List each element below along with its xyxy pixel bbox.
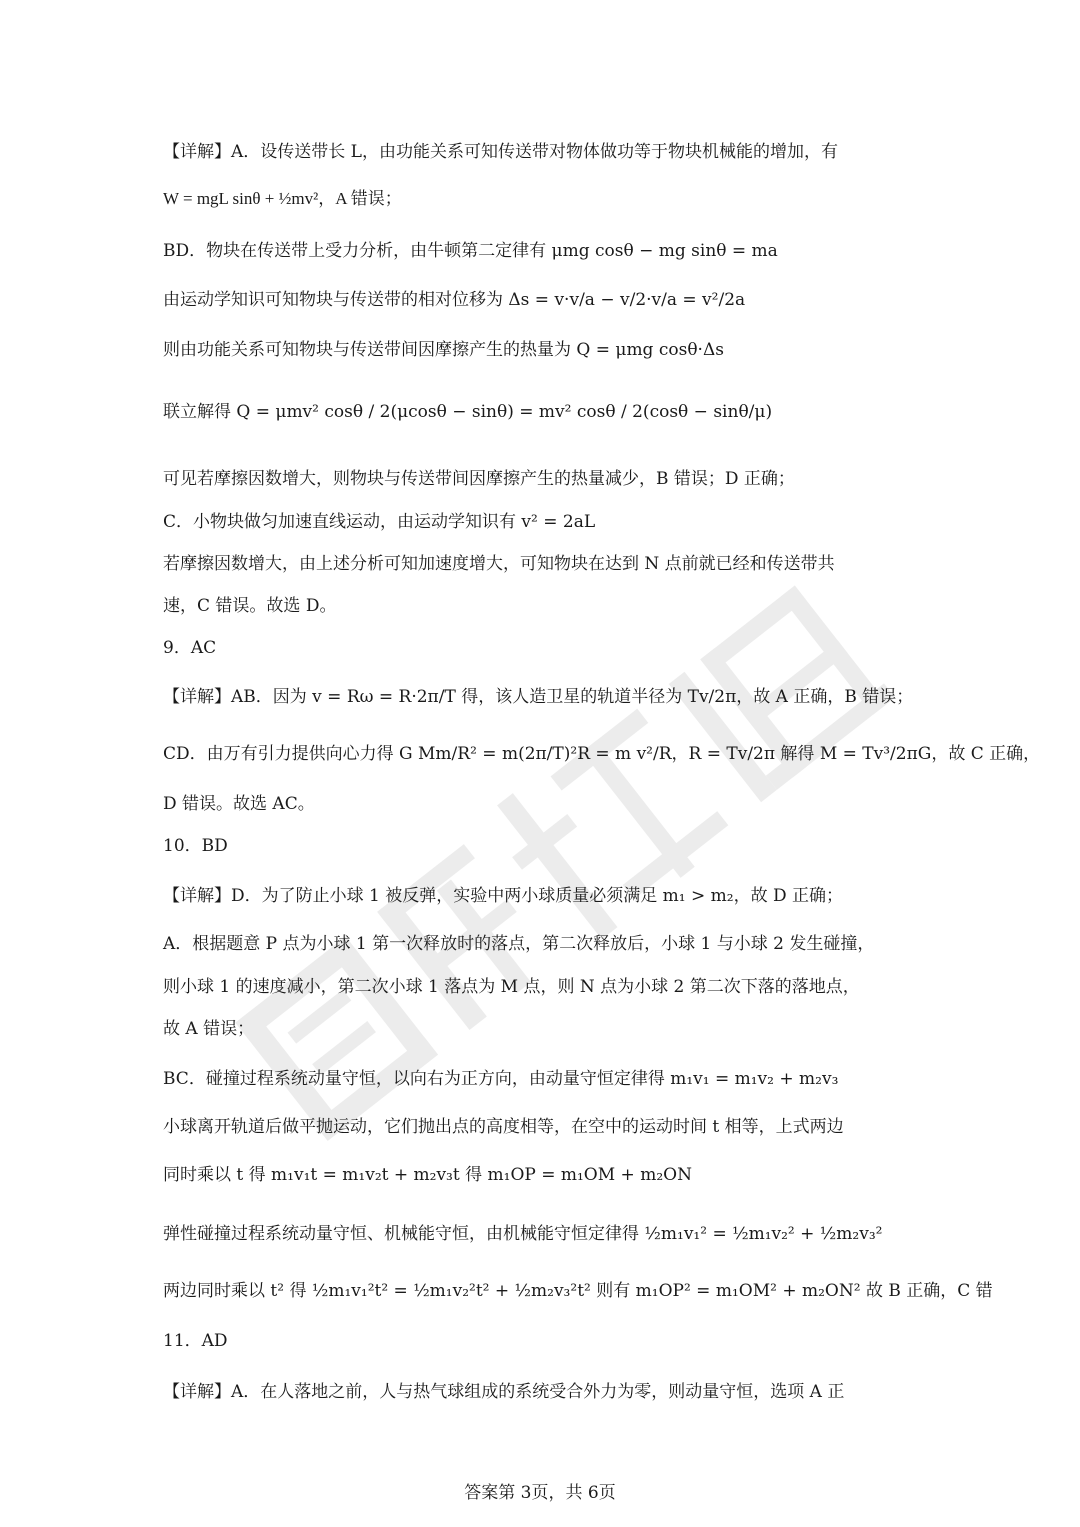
text-line: 速，C 错误。故选 D。 bbox=[163, 596, 337, 616]
text-line: 弹性碰撞过程系统动量守恒、机械能守恒，由机械能守恒定律得 ½m₁v₁² = ½m₁v₂² + ½m₂v₃² bbox=[163, 1224, 883, 1244]
text-line: 小球离开轨道后做平抛运动，它们抛出点的高度相等，在空中的运动时间 t 相等，上式两边 bbox=[163, 1117, 844, 1137]
text-line: 【详解】A．在人落地之前，人与热气球组成的系统受合外力为零，则动量守恒，选项 A 正 bbox=[163, 1382, 845, 1402]
text-line: 联立解得 Q = μmv² cosθ / 2(μcosθ − sinθ) = mv² cosθ / 2(cosθ − sinθ/μ) bbox=[163, 402, 773, 422]
question-number: 10．BD bbox=[163, 836, 228, 856]
text-line: 【详解】D．为了防止小球 1 被反弹，实验中两小球质量必须满足 m₁ > m₂，故 D 正确； bbox=[163, 886, 844, 906]
text-line: 【详解】AB．因为 v = Rω = R·2π/T 得，该人造卫星的轨道半径为 Tv/2π，故 A 正确，B 错误； bbox=[163, 687, 914, 707]
text-line: 【详解】A．设传送带长 L，由功能关系可知传送带对物体做功等于物块机械能的增加，有 bbox=[163, 142, 838, 162]
text-line: 可见若摩擦因数增大，则物块与传送带间因摩擦产生的热量减少，B 错误；D 正确； bbox=[163, 469, 795, 489]
text-line: 由运动学知识可知物块与传送带的相对位移为 Δs = v·v/a − v/2·v/a = v²/2a bbox=[163, 290, 746, 310]
page-footer: 答案第 3页，共 6页 bbox=[464, 1483, 616, 1503]
text-line: 两边同时乘以 t² 得 ½m₁v₁²t² = ½m₁v₂²t² + ½m₂v₃²t² 则有 m₁OP² = m₁OM² + m₂ON² 故 B 正确，C 错 bbox=[163, 1281, 993, 1301]
text-line: 故 A 错误； bbox=[163, 1019, 255, 1039]
text-line: 则由功能关系可知物块与传送带间因摩擦产生的热量为 Q = μmg cosθ·Δs bbox=[163, 340, 724, 360]
text-line: A．根据题意 P 点为小球 1 第一次释放时的落点，第二次释放后，小球 1 与小球 2 发生碰撞， bbox=[163, 934, 875, 954]
text-line: 同时乘以 t 得 m₁v₁t = m₁v₂t + m₂v₃t 得 m₁OP = m₁OM + m₂ON bbox=[163, 1165, 692, 1185]
question-number: 11．AD bbox=[163, 1331, 228, 1351]
text-line: BC．碰撞过程系统动量守恒，以向右为正方向，由动量守恒定律得 m₁v₁ = m₁v₂ + m₂v₃ bbox=[163, 1069, 839, 1089]
formula-line: W = mgL sinθ + ½mv²，A 错误； bbox=[163, 189, 402, 208]
text-line: D 错误。故选 AC。 bbox=[163, 794, 315, 814]
question-number: 9．AC bbox=[163, 638, 217, 658]
text-line: 若摩擦因数增大，由上述分析可知加速度增大，可知物块在达到 N 点前就已经和传送带共 bbox=[163, 554, 835, 574]
text-line: CD．由万有引力提供向心力得 G Mm/R² = m(2π/T)²R = m v²/R，R = Tv/2π 解得 M = Tv³/2πG，故 C 正确， bbox=[163, 744, 1041, 764]
text-line: C．小物块做匀加速直线运动，由运动学知识有 v² = 2aL bbox=[163, 512, 596, 532]
text-line: BD．物块在传送带上受力分析，由牛顿第二定律有 μmg cosθ − mg sinθ = ma bbox=[163, 241, 778, 261]
text-line: 则小球 1 的速度减小，第二次小球 1 落点为 M 点，则 N 点为小球 2 第二次下落的落地点， bbox=[163, 977, 860, 997]
